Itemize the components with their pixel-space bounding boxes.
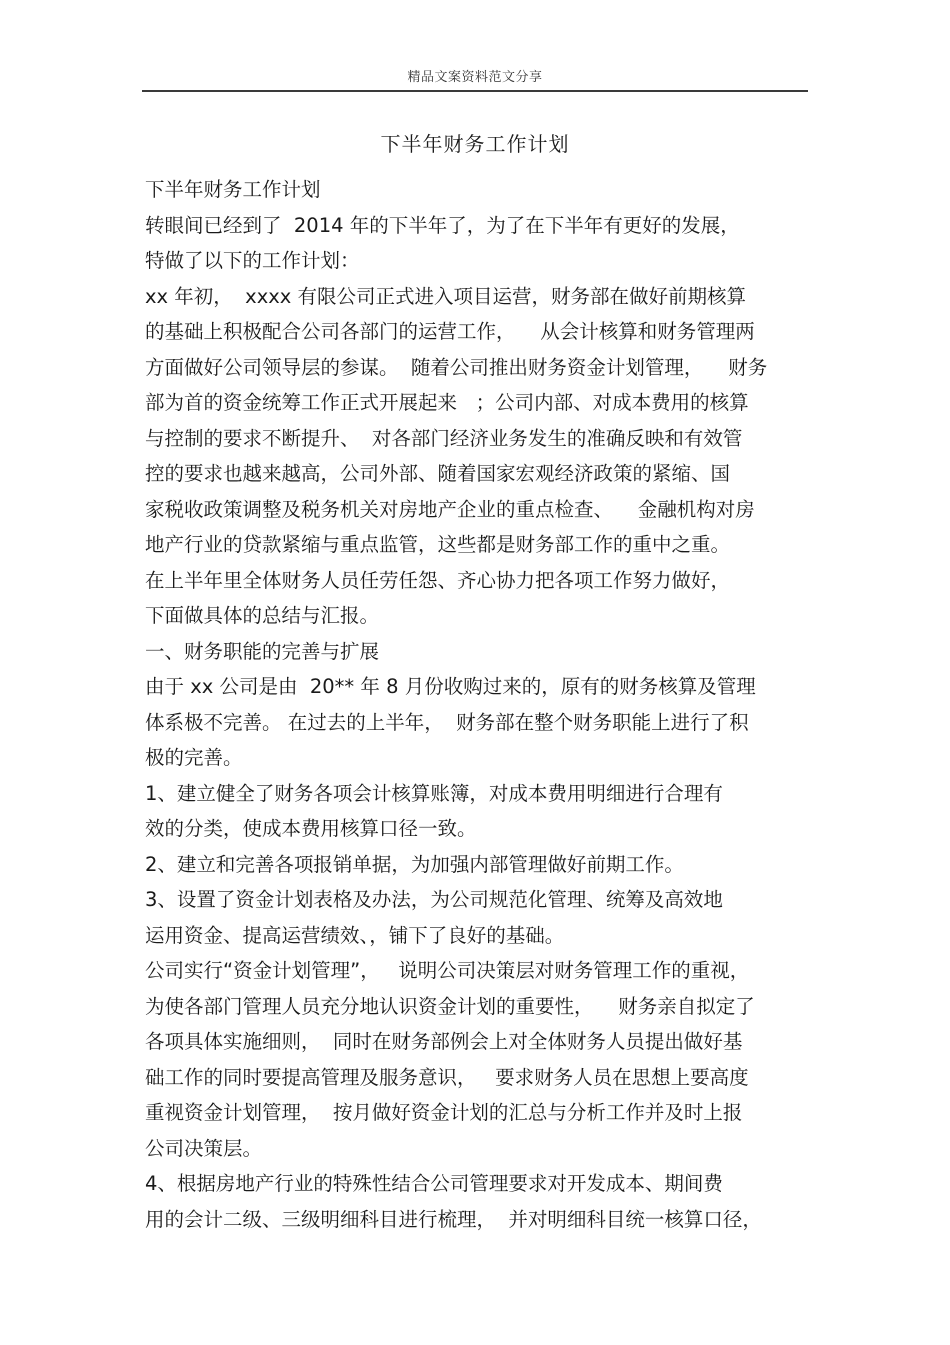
paragraph-line: 下面做具体的总结与汇报。 [145, 604, 380, 627]
section-heading: 下半年财务工作计划 [145, 178, 321, 201]
paragraph-line: 公司决策层。 [145, 1136, 263, 1160]
list-item-line: 3、设置了资金计划表格及办法，为公司规范化管理、统筹及高效地 [145, 888, 723, 911]
paragraph-line: 各项具体实施细则， 同时在财务部例会上对全体财务人员提出做好基 [145, 1030, 743, 1053]
paragraph-line: 的基础上积极配合公司各部门的运营工作， 从会计核算和财务管理两 [145, 320, 755, 343]
paragraph-line: 方面做好公司领导层的参谋。 随着公司推出财务资金计划管理， 财务 [145, 355, 768, 379]
paragraph-line: 地产行业的贷款紧缩与重点监管，这些都是财务部工作的重中之重。 [145, 533, 731, 556]
paragraph-line: 在上半年里全体财务人员任劳任怨、齐心协力把各项工作努力做好， [145, 568, 731, 592]
list-item-line: 2、建立和完善各项报销单据，为加强内部管理做好前期工作。 [145, 852, 684, 876]
document-body [145, 172, 815, 1237]
paragraph-line: 部为首的资金统筹工作正式开展起来 ；公司内部、对成本费用的核算 [145, 391, 749, 414]
paragraph-line: xx 年初， xxxx 有限公司正式进入项目运营，财务部在做好前期核算 [145, 284, 747, 308]
paragraph-line: 由于 xx 公司是由 20** 年 8 月份收购过来的，原有的财务核算及管理 [145, 675, 756, 698]
running-header: 精品文案资料范文分享 [407, 70, 543, 85]
paragraph-line: 极的完善。 [145, 746, 243, 769]
paragraph-line: 体系极不完善。 在过去的上半年， 财务部在整个财务职能上进行了积 [145, 710, 749, 734]
paragraph-line: 重视资金计划管理， 按月做好资金计划的汇总与分析工作并及时上报 [145, 1101, 743, 1124]
section-heading: 一、财务职能的完善与扩展 [145, 639, 380, 663]
list-item-line: 运用资金、提高运营绩效、，铺下了良好的基础。 [145, 923, 565, 947]
paragraph-line: 特做了以下的工作计划： [145, 249, 360, 272]
paragraph-line: 转眼间已经到了 2014 年的下半年了，为了在下半年有更好的发展， [145, 213, 740, 237]
paragraph-line: 公司实行“资金计划管理”， 说明公司决策层对财务管理工作的重视， [145, 959, 750, 982]
paragraph-line: 控的要求也越来越高，公司外部、随着国家宏观经济政策的紧缩、国 [145, 462, 731, 485]
paragraph-line: 与控制的要求不断提升、 对各部门经济业务发生的准确反映和有效管 [145, 426, 743, 450]
list-item-line: 效的分类，使成本费用核算口径一致。 [145, 817, 477, 840]
paragraph-line: 础工作的同时要提高管理及服务意识， 要求财务人员在思想上要高度 [145, 1065, 749, 1089]
header-divider [142, 90, 808, 92]
list-item-line: 用的会计二级、三级明细科目进行梳理， 并对明细科目统一核算口径， [145, 1207, 762, 1231]
paragraph-line: 为使各部门管理人员充分地认识资金计划的重要性， 财务亲自拟定了 [145, 994, 755, 1018]
document-title: 下半年财务工作计划 [380, 132, 570, 156]
list-item-line: 4、根据房地产行业的特殊性结合公司管理要求对开发成本、期间费 [145, 1172, 723, 1195]
list-item-line: 1、建立健全了财务各项会计核算账簿，对成本费用明细进行合理有 [145, 781, 723, 805]
paragraph-line: 家税收政策调整及税务机关对房地产企业的重点检查、 金融机构对房 [145, 497, 755, 521]
